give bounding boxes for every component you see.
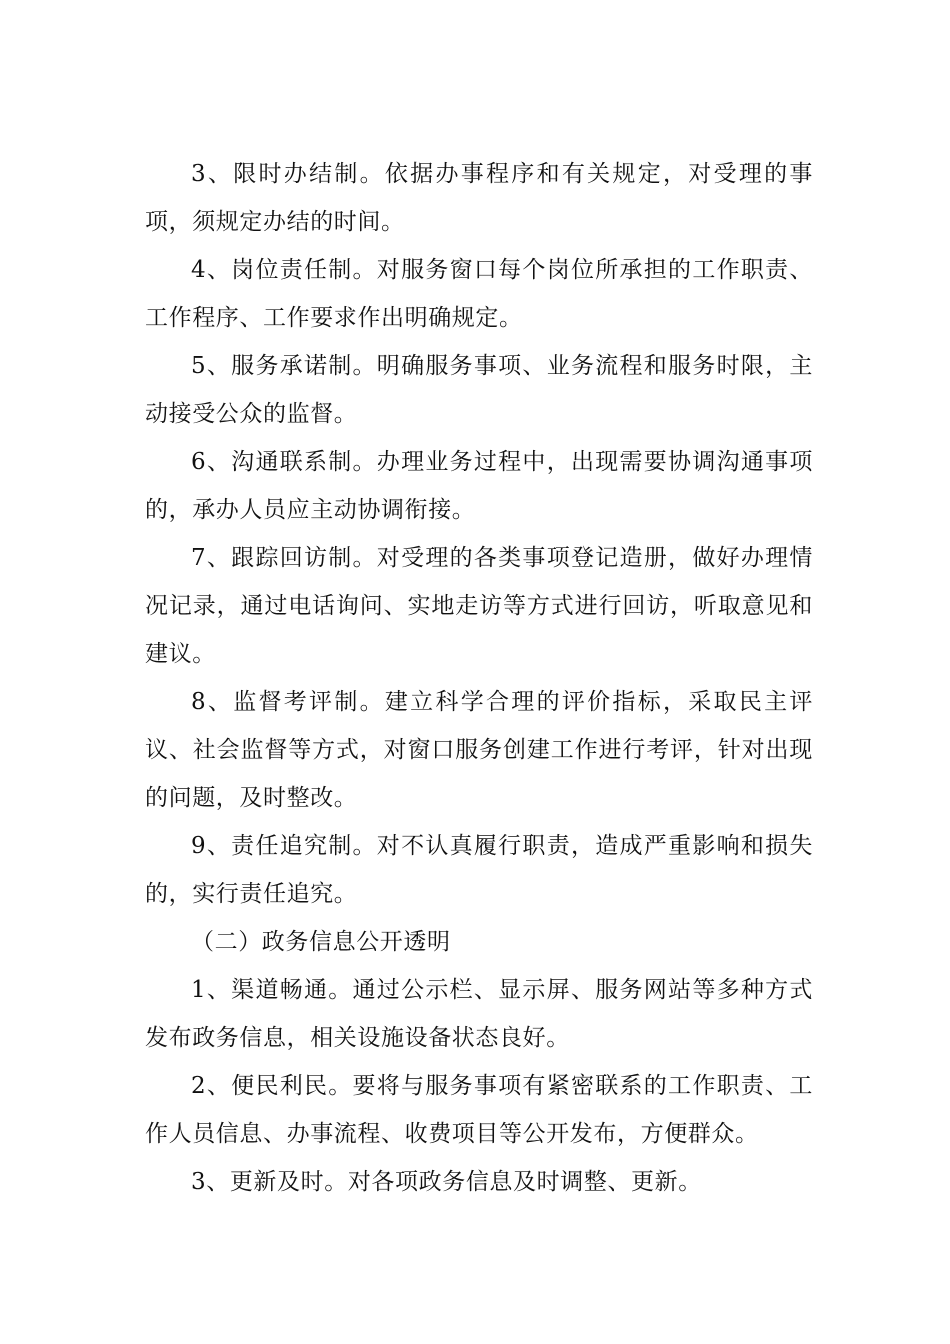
document-body — [145, 150, 813, 1206]
paragraph-service-commitment: 5、服务承诺制。明确服务事项、业务流程和服务时限，主动接受公众的监督。 — [145, 353, 813, 427]
paragraph-communication: 6、沟通联系制。办理业务过程中，出现需要协调沟通事项的，承办人员应主动协调衔接。 — [145, 449, 813, 523]
paragraph-time-limit: 3、限时办结制。依据办事程序和有关规定，对受理的事项，须规定办结的时间。 — [145, 161, 813, 235]
paragraph-supervision: 8、监督考评制。建立科学合理的评价指标，采取民主评议、社会监督等方式，对窗口服务创建工作进行考评，针对出现的问题，及时整改。 — [145, 689, 813, 811]
paragraph-channels: 1、渠道畅通。通过公示栏、显示屏、服务网站等多种方式发布政务信息，相关设施设备状态良好。 — [145, 977, 813, 1051]
paragraph-accountability: 9、责任追究制。对不认真履行职责，造成严重影响和损失的，实行责任追究。 — [145, 833, 813, 907]
paragraph-convenience: 2、便民利民。要将与服务事项有紧密联系的工作职责、工作人员信息、办事流程、收费项目等公开发布，方便群众。 — [145, 1073, 813, 1147]
section-heading: （二）政务信息公开透明 — [191, 929, 451, 955]
paragraph-post-responsibility: 4、岗位责任制。对服务窗口每个岗位所承担的工作职责、工作程序、工作要求作出明确规定。 — [145, 257, 813, 331]
paragraph-timely-update: 3、更新及时。对各项政务信息及时调整、更新。 — [191, 1169, 702, 1195]
paragraph-follow-up: 7、跟踪回访制。对受理的各类事项登记造册，做好办理情况记录，通过电话询问、实地走访等方式进行回访，听取意见和建议。 — [145, 545, 813, 667]
